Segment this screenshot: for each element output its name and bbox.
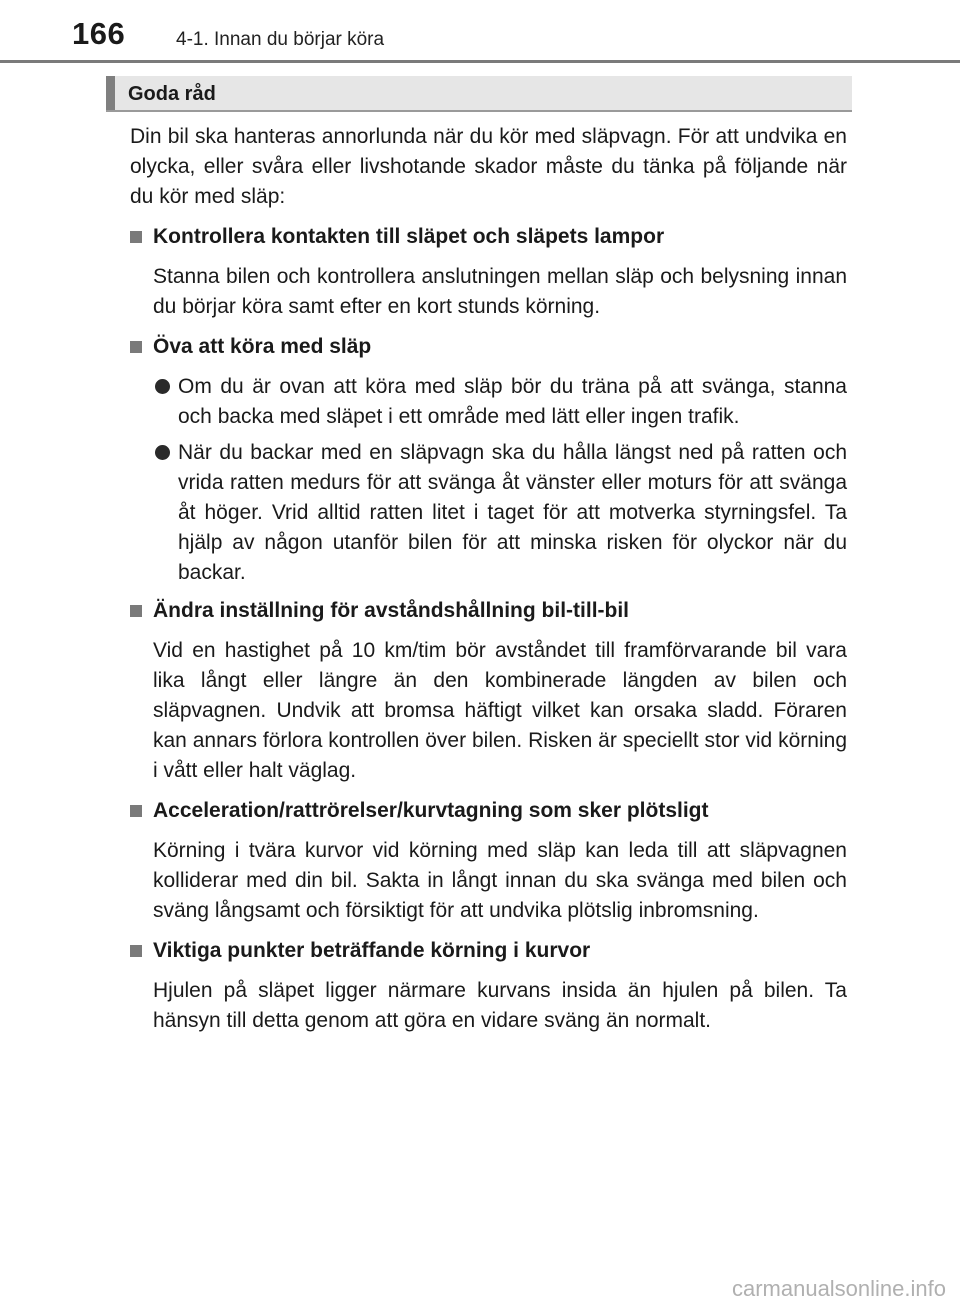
square-bullet-icon — [130, 605, 142, 617]
topic-practice — [130, 332, 847, 588]
topic-body: Hjulen på släpet ligger närmare kurvans insida än hjulen på bilen. Ta hänsyn till detta genom att göra en vidare sväng än normalt. — [153, 979, 847, 1032]
intro-paragraph: Din bil ska hanteras annorlunda när du kör med släpvagn. För att undvika en olycka, eller svåra eller livshotande skador måste du tänka på följande när du kör med släp: — [130, 125, 847, 208]
topic-trailer-connector — [130, 222, 847, 322]
header-divider — [0, 60, 960, 63]
section-header — [106, 76, 852, 112]
topic-heading-text: Acceleration/rattrörelser/kurvtagning som sker plötsligt — [153, 799, 709, 822]
square-bullet-icon — [130, 945, 142, 957]
round-bullet-icon — [155, 379, 170, 394]
bullet-text: När du backar med en släpvagn ska du hålla längst ned på ratten och vrida ratten medurs för att svänga åt vänster eller moturs för att svänga åt höger. Vrid alltid ratten litet i taget för att motverka styrningsfel. Ta hjälp av någon utanför bilen för att minska risken för olyckor när du backar. — [178, 441, 847, 584]
topic-cornering — [130, 936, 847, 1036]
square-bullet-icon — [130, 341, 142, 353]
bullet-text: Om du är ovan att köra med släp bör du träna på att svänga, stanna och backa med släpet i ett område med lätt eller ingen trafik. — [178, 375, 847, 428]
page-number: 166 — [72, 16, 126, 51]
topic-heading-text: Kontrollera kontakten till släpet och släpets lampor — [153, 225, 665, 248]
section-title: Goda råd — [128, 83, 216, 105]
bullet-item — [130, 438, 847, 588]
topic-body: Stanna bilen och kontrollera anslutningen mellan släp och belysning innan du börjar köra samt efter en kort stunds körning. — [153, 265, 847, 318]
section-accent — [106, 76, 115, 110]
content — [130, 122, 847, 1046]
topic-heading — [130, 936, 847, 966]
topic-body: Körning i tvära kurvor vid körning med släp kan leda till att släpvagnen kolliderar med din bil. Sakta in långt innan du ska svänga med bilen och sväng långsamt och försiktigt för att undvika plötslig inbromsning. — [153, 839, 847, 922]
topic-heading — [130, 332, 847, 362]
square-bullet-icon — [130, 231, 142, 243]
topic-following-distance — [130, 596, 847, 786]
round-bullet-icon — [155, 445, 170, 460]
topic-heading — [130, 222, 847, 252]
topic-body: Vid en hastighet på 10 km/tim bör avståndet till framförvarande bil vara lika långt eller längre än den kombinerade längden av bilen och släpvagnen. Undvik att bromsa häftigt vilket kan orsaka sladd. Föraren kan annars förlora kontrollen över bilen. Risken är speciellt stor vid körning i vått eller halt väglag. — [153, 639, 847, 782]
watermark: carmanualsonline.info — [731, 1276, 946, 1301]
topic-heading — [130, 596, 847, 626]
topic-heading-text: Ändra inställning för avståndshållning bil-till-bil — [153, 599, 630, 622]
topic-heading — [130, 796, 847, 826]
bullet-item — [130, 372, 847, 432]
topic-heading-text: Viktiga punkter beträffande körning i kurvor — [153, 939, 591, 962]
topic-heading-text: Öva att köra med släp — [153, 335, 372, 358]
topic-sudden-maneuvers — [130, 796, 847, 926]
chapter-title: 4-1. Innan du börjar köra — [176, 29, 385, 50]
square-bullet-icon — [130, 805, 142, 817]
